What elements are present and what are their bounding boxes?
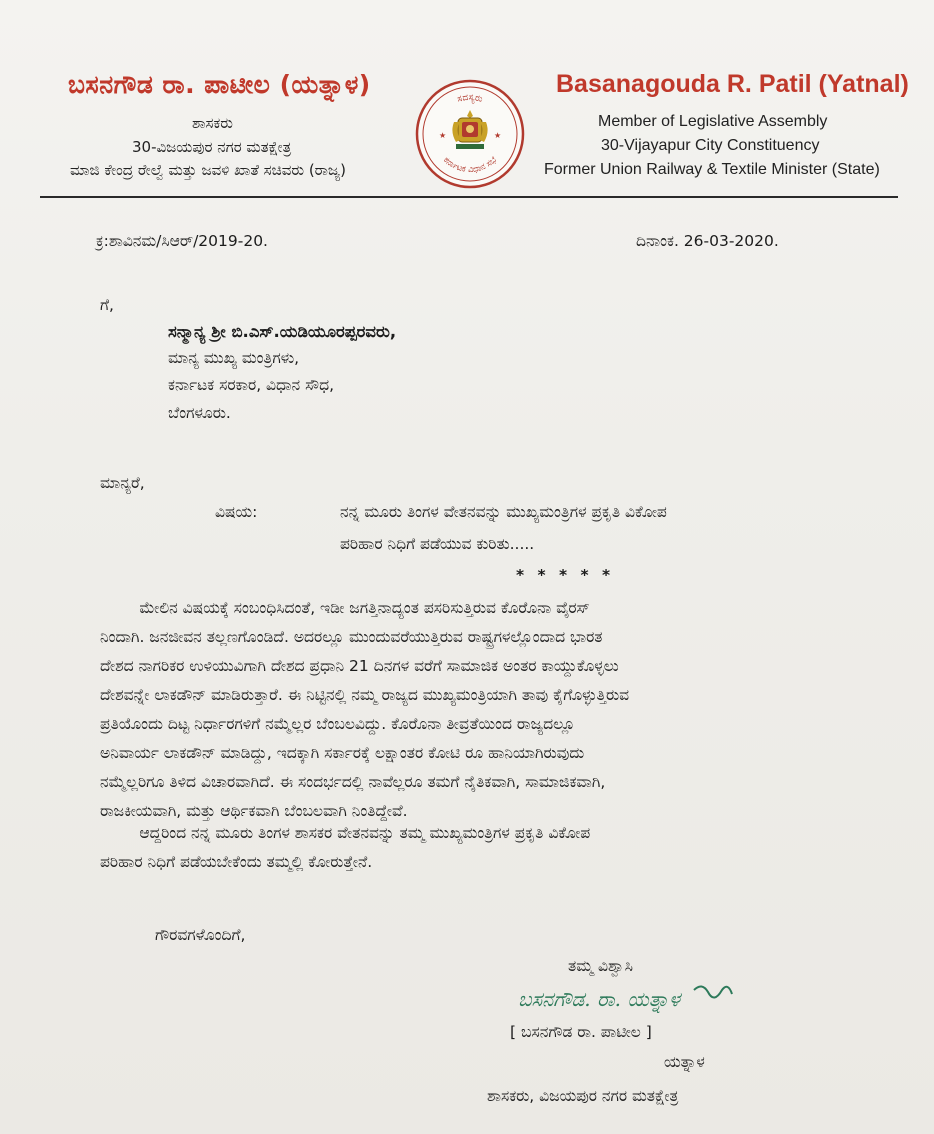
addressee-line: ಬೆಂಗಳೂರು.: [168, 404, 231, 422]
letterhead-kannada-constituency: 30-ವಿಜಯಪುರ ನಗರ ಮತಕ್ಷೇತ್ರ: [132, 138, 292, 156]
separator: * * * * *: [516, 566, 615, 584]
letterhead-divider: [40, 196, 898, 198]
assembly-seal-icon: [414, 78, 526, 190]
signatory-name: [ ಬಸನಗೌಡ ರಾ. ಪಾಟೀಲ ]: [510, 1023, 652, 1041]
seal-bottom-text: ಕರ್ನಾಟಕ ವಿಧಾನ ಸಭೆ: [441, 155, 499, 176]
subject-line: ಪರಿಹಾರ ನಿಧಿಗೆ ಪಡೆಯುವ ಕುರಿತು.....: [340, 535, 535, 553]
signatory-alias: ಯತ್ನಾಳ: [664, 1053, 705, 1071]
subject-label: ವಿಷಯ:: [215, 503, 258, 521]
paragraph-line: ದೇಶವನ್ನೇ ಲಾಕಡೌನ್ ಮಾಡಿರುತ್ತಾರೆ. ಈ ನಿಟ್ಟಿನಲ್ಲಿ ನಮ್ಮ ರಾಜ್ಯದ ಮುಖ್ಯಮಂತ್ರಿಯಾಗಿ ತಾವು ಕೈಗೊಳ್ಳುತ್ತಿರುವ: [100, 686, 630, 704]
addressee-line: ಮಾನ್ಯ ಮುಖ್ಯ ಮಂತ್ರಿಗಳು,: [168, 349, 300, 367]
paragraph-line: ರಾಜಕೀಯವಾಗಿ, ಮತ್ತು ಆರ್ಥಿಕವಾಗಿ ಬೆಂಬಲವಾಗಿ ನಿಂತಿದ್ದೇವೆ.: [100, 802, 408, 820]
paragraph-line: ದೇಶದ ನಾಗರಿಕರ ಉಳಿಯುವಿಗಾಗಿ ದೇಶದ ಪ್ರಧಾನಿ 21 ದಿನಗಳ ವರೆಗೆ ಸಾಮಾಜಿಕ ಅಂತರ ಕಾಯ್ದುಕೊಳ್ಳಲು: [100, 657, 619, 675]
paragraph-line: ಮೇಲಿನ ವಿಷಯಕ್ಕೆ ಸಂಬಂಧಿಸಿದಂತೆ, ಇಡೀ ಜಗತ್ತಿನಾದ್ಯಂತ ಪಸರಿಸುತ್ತಿರುವ ಕೊರೊನಾ ವೈರಸ್: [100, 599, 590, 617]
to-label: ಗೆ,: [100, 296, 114, 314]
letterhead-kannada-former-post: ಮಾಜಿ ಕೇಂದ್ರ ರೇಲ್ವೆ ಮತ್ತು ಜವಳಿ ಖಾತೆ ಸಚಿವರು (ರಾಜ್ಯ): [70, 161, 346, 179]
paragraph-line: ನಮ್ಮೆಲ್ಲರಿಗೂ ತಿಳಿದ ವಿಚಾರವಾಗಿದೆ. ಈ ಸಂದರ್ಭದಲ್ಲಿ ನಾವೆಲ್ಲರೂ ತಮಗೆ ನೈತಿಕವಾಗಿ, ಸಾಮಾಜಿಕವಾಗಿ,: [100, 773, 606, 791]
reference-number: ಕ್ರ:ಶಾವಿನಮ/ಸಿಆರ್/2019-20.: [96, 232, 268, 250]
paragraph-line: ಪ್ರತಿಯೊಂದು ದಿಟ್ಟ ನಿರ್ಧಾರಗಳಿಗೆ ನಮ್ಮೆಲ್ಲರ ಬೆಂಬಲವಿದ್ದು. ಕೊರೊನಾ ತೀವ್ರತೆಯಿಂದ ರಾಜ್ಯದಲ್ಲೂ: [100, 715, 575, 733]
letter-date: ದಿನಾಂಕ. 26-03-2020.: [636, 232, 779, 250]
paragraph-line: ನಿಂದಾಗಿ. ಜನಜೀವನ ತಲ್ಲಣಗೊಂಡಿದೆ. ಅದರಲ್ಲೂ ಮುಂದುವರೆಯುತ್ತಿರುವ ರಾಷ್ಟ್ರಗಳಲ್ಲೊಂದಾದ ಭಾರತ: [100, 628, 603, 646]
signatory-designation: ಶಾಸಕರು, ವಿಜಯಪುರ ನಗರ ಮತಕ್ಷೇತ್ರ: [487, 1087, 679, 1105]
paragraph-line: ಅನಿವಾರ್ಯ ಲಾಕಡೌನ್ ಮಾಡಿದ್ದು, ಇದಕ್ಕಾಗಿ ಸರ್ಕಾರಕ್ಕೆ ಲಕ್ಷಾಂತರ ಕೋಟಿ ರೂ ಹಾನಿಯಾಗಿರುವುದು: [100, 744, 585, 762]
letterhead-kannada-title: ಶಾಸಕರು: [192, 114, 233, 132]
letterhead-english-former-post: Former Union Railway & Textile Minister (State): [544, 161, 880, 178]
letterhead-english-constituency: 30-Vijayapur City Constituency: [601, 137, 820, 154]
body-paragraph-2: [100, 819, 590, 877]
paragraph-line: ಆದ್ದರಿಂದ ನನ್ನ ಮೂರು ತಿಂಗಳ ಶಾಸಕರ ವೇತನವನ್ನು ತಮ್ಮ ಮುಖ್ಯಮಂತ್ರಿಗಳ ಪ್ರಕೃತಿ ವಿಕೋಪ: [100, 824, 591, 842]
svg-text:★: ★: [439, 131, 447, 140]
letterhead-english-title: Member of Legislative Assembly: [598, 113, 828, 130]
handwritten-signature-icon: [514, 980, 754, 1016]
letterhead-english-name: Basanagouda R. Patil (Yatnal): [556, 70, 909, 98]
signature-text: ಬಸನಗೌಡ. ರಾ. ಯತ್ನಾಳ: [518, 987, 680, 1011]
salutation: ಮಾನ್ಯರೆ,: [100, 474, 145, 492]
svg-text:★: ★: [494, 131, 502, 140]
seal-top-text: ಸದಸ್ಯರು: [456, 92, 484, 105]
body-paragraph-1: [100, 594, 629, 826]
subject-line: ನನ್ನ ಮೂರು ತಿಂಗಳ ವೇತನವನ್ನು ಮುಖ್ಯಮಂತ್ರಿಗಳ ಪ್ರಕೃತಿ ವಿಕೋಪ: [340, 503, 667, 521]
letterhead-kannada-name: ಬಸನಗೌಡ ರಾ. ಪಾಟೀಲ (ಯತ್ನಾಳ): [68, 70, 371, 99]
yours-faithfully: ತಮ್ಮ ವಿಶ್ವಾಸಿ: [568, 957, 633, 975]
closing-line: ಗೌರವಗಳೊಂದಿಗೆ,: [155, 926, 246, 944]
paragraph-line: ಪರಿಹಾರ ನಿಧಿಗೆ ಪಡೆಯಬೇಕೆಂದು ತಮ್ಮಲ್ಲಿ ಕೋರುತ್ತೇನೆ.: [100, 853, 373, 871]
addressee-line: ಸನ್ಮಾನ್ಯ ಶ್ರೀ ಬಿ.ಎಸ್.ಯಡಿಯೂರಪ್ಪರವರು,: [168, 322, 397, 341]
addressee-line: ಕರ್ನಾಟಕ ಸರಕಾರ, ವಿಧಾನ ಸೌಧ,: [168, 376, 335, 394]
